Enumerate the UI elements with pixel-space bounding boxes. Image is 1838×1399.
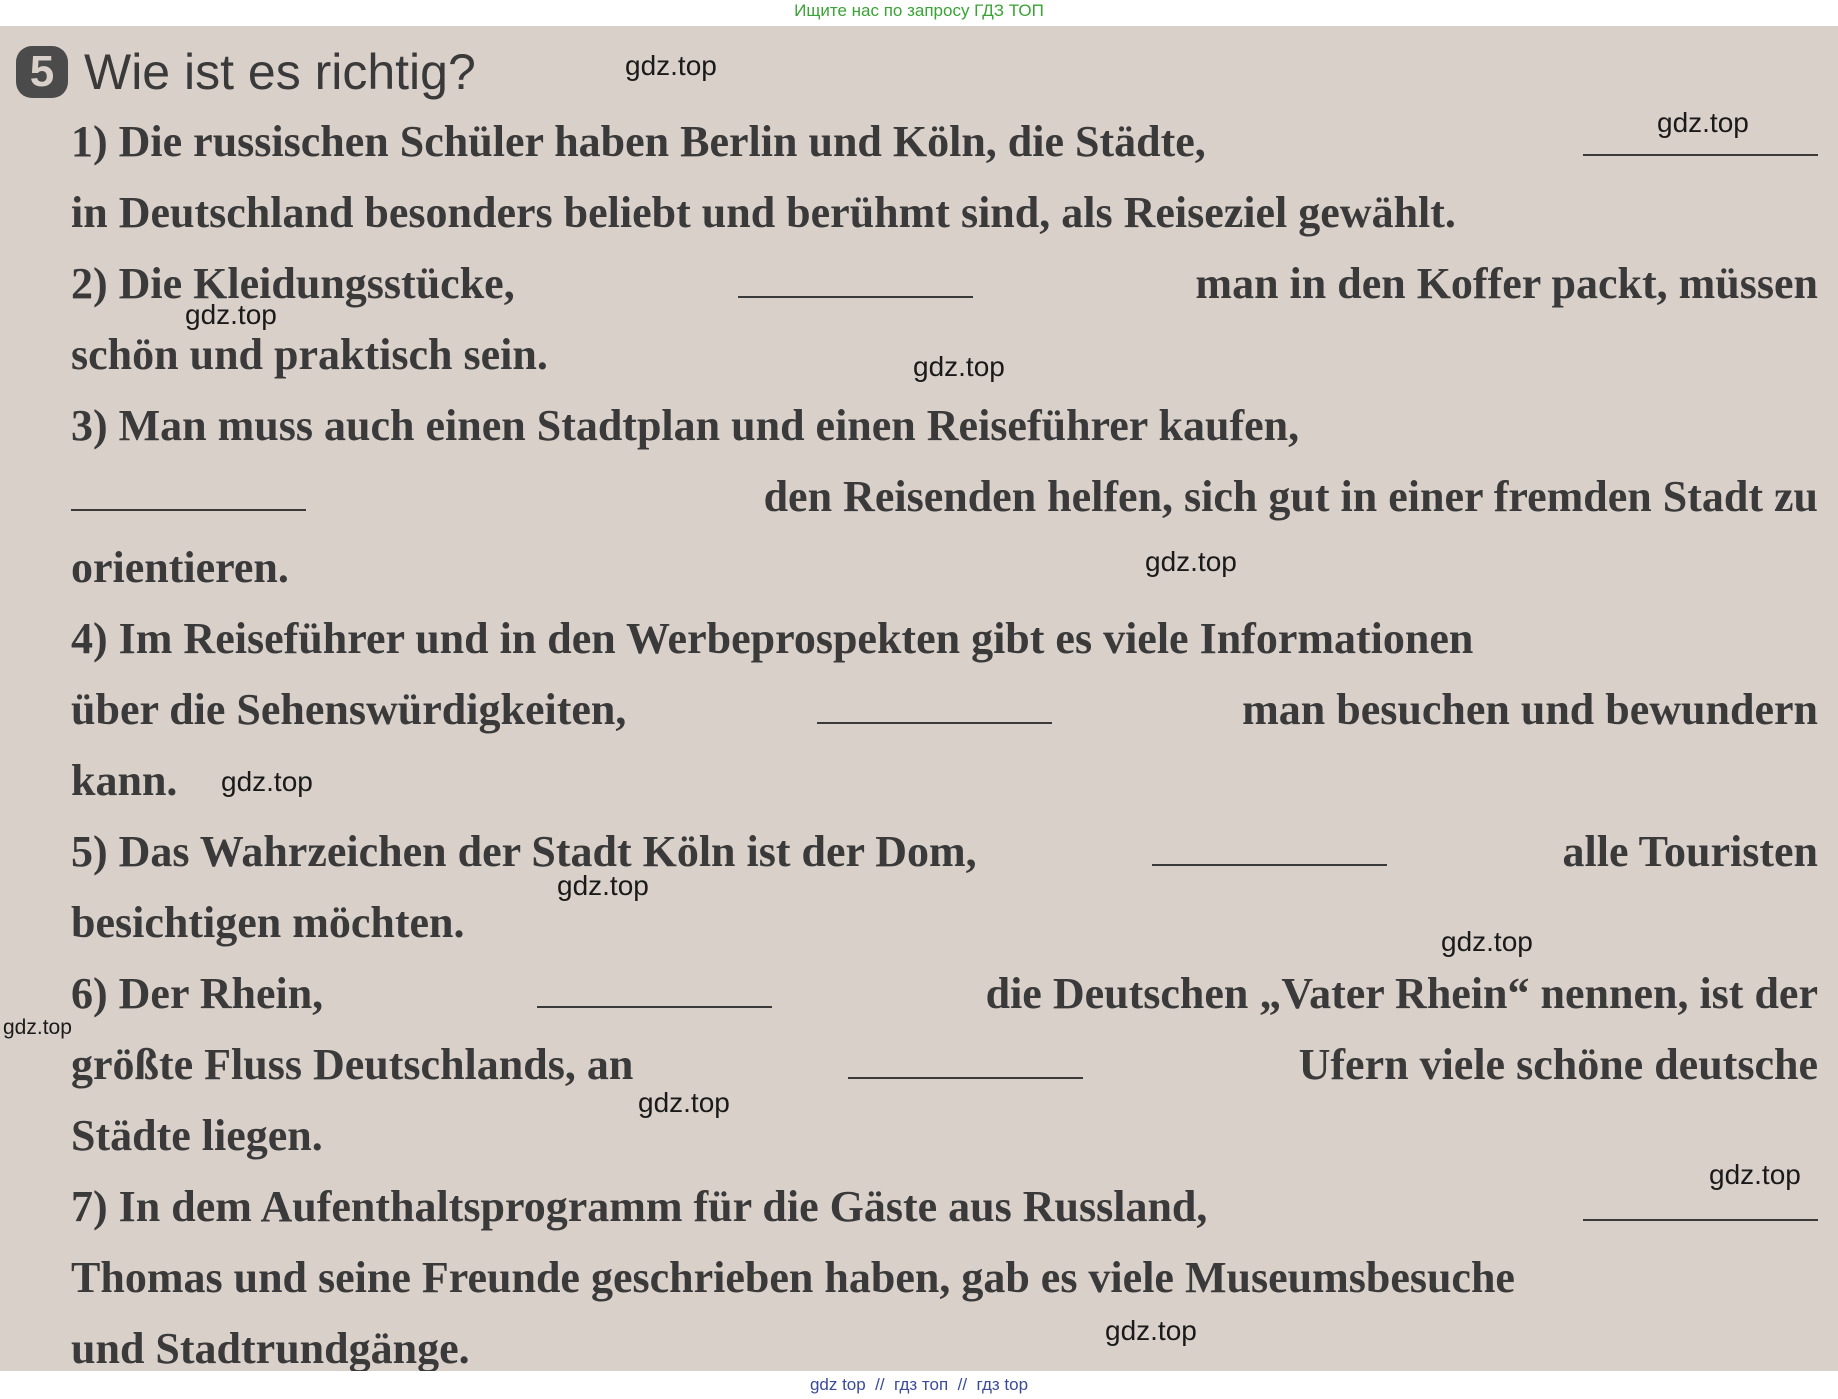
text-line bbox=[71, 390, 1818, 461]
text-line bbox=[71, 674, 1818, 745]
answer-blank bbox=[1583, 153, 1818, 156]
text-line bbox=[71, 887, 1818, 958]
line-text: kann. bbox=[71, 756, 178, 805]
text-line bbox=[71, 461, 1818, 532]
line-text: 1) Die russischen Schüler haben Berlin und Köln, die Städte, bbox=[71, 117, 1206, 166]
watermark-text: gdz.top bbox=[3, 1016, 72, 1039]
text-line bbox=[71, 106, 1818, 177]
watermark-text: gdz.top bbox=[1709, 1159, 1801, 1190]
text-line bbox=[71, 1029, 1818, 1100]
line-text: 2) Die Kleidungsstücke, bbox=[71, 259, 515, 308]
watermark-text: gdz.top bbox=[221, 766, 313, 797]
line-text: 4) Im Reiseführer und in den Werbeprospekten gibt es viele Informationen bbox=[71, 614, 1474, 663]
watermark-text: gdz.top bbox=[557, 870, 649, 901]
top-banner-text: Ищите нас по запросу ГДЗ ТОП bbox=[794, 1, 1044, 20]
exercise-number-badge: 5 bbox=[16, 46, 68, 98]
bottom-banner bbox=[0, 1371, 1838, 1399]
line-text: man in den Koffer packt, müssen bbox=[1195, 259, 1818, 308]
watermark-text: gdz.top bbox=[1657, 107, 1749, 138]
watermark-text: gdz.top bbox=[625, 50, 717, 81]
text-line bbox=[71, 532, 1818, 603]
line-text: Thomas und seine Freunde geschrieben haben, gab es viele Museumsbesuche bbox=[71, 1253, 1515, 1302]
answer-blank bbox=[738, 295, 973, 298]
answer-blank bbox=[848, 1076, 1083, 1079]
line-text: in Deutschland besonders beliebt und berühmt sind, als Reiseziel gewählt. bbox=[71, 188, 1456, 237]
answer-blank bbox=[71, 508, 306, 511]
bottom-banner-text: gdz top // гдз топ // гдз top bbox=[809, 1375, 1029, 1394]
line-text: 7) In dem Aufenthaltsprogramm für die Gäste aus Russland, bbox=[71, 1182, 1208, 1231]
text-line bbox=[71, 603, 1818, 674]
watermark-text: gdz.top bbox=[1105, 1315, 1197, 1346]
line-text: den Reisenden helfen, sich gut in einer fremden Stadt zu bbox=[763, 472, 1818, 521]
answer-blank bbox=[817, 721, 1052, 724]
answer-blank bbox=[1152, 863, 1387, 866]
watermark-text: gdz.top bbox=[1441, 926, 1533, 957]
line-text: 3) Man muss auch einen Stadtplan und einen Reiseführer kaufen, bbox=[71, 401, 1300, 450]
watermark-text: gdz.top bbox=[185, 299, 277, 330]
watermark-text: gdz.top bbox=[1145, 546, 1237, 577]
line-text: größte Fluss Deutschlands, an bbox=[71, 1040, 634, 1089]
answer-blank bbox=[537, 1005, 772, 1008]
text-line bbox=[71, 1313, 1818, 1371]
line-text: schön und praktisch sein. bbox=[71, 330, 548, 379]
text-line bbox=[71, 745, 1818, 816]
text-line bbox=[71, 248, 1818, 319]
line-text: und Stadtrundgänge. bbox=[71, 1324, 470, 1371]
line-text: über die Sehenswürdigkeiten, bbox=[71, 685, 627, 734]
line-text: 6) Der Rhein, bbox=[71, 969, 324, 1018]
line-text: Städte liegen. bbox=[71, 1111, 323, 1160]
top-banner bbox=[0, 0, 1838, 26]
line-text: die Deutschen „Vater Rhein“ nennen, ist der bbox=[985, 969, 1818, 1018]
watermark-text: gdz.top bbox=[913, 351, 1005, 382]
text-line bbox=[71, 1171, 1818, 1242]
textbook-page bbox=[0, 26, 1838, 1371]
text-line bbox=[71, 1100, 1818, 1171]
text-line bbox=[71, 958, 1818, 1029]
line-text: orientieren. bbox=[71, 543, 289, 592]
line-text: alle Touristen bbox=[1562, 827, 1818, 876]
line-text: Ufern viele schöne deutsche bbox=[1298, 1040, 1818, 1089]
line-text: besichtigen möchten. bbox=[71, 898, 465, 947]
line-text: 5) Das Wahrzeichen der Stadt Köln ist der Dom, bbox=[71, 827, 977, 876]
text-line bbox=[71, 177, 1818, 248]
text-line bbox=[71, 816, 1818, 887]
text-line bbox=[71, 1242, 1818, 1313]
exercise-title: Wie ist es richtig? bbox=[84, 44, 476, 100]
answer-blank bbox=[1583, 1218, 1818, 1221]
watermark-text: gdz.top bbox=[638, 1087, 730, 1118]
line-text: man besuchen und bewundern bbox=[1242, 685, 1818, 734]
